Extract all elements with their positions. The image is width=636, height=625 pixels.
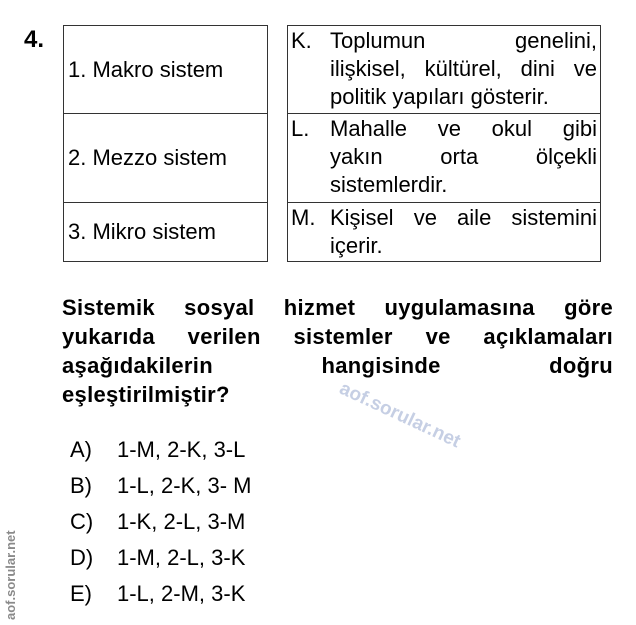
description-line: yakın orta ölçekli — [330, 144, 597, 169]
stem-line: yukarıda verilen sistemler ve açıklamaları — [62, 324, 613, 349]
stem-line: Sistemik sosyal hizmet uygulamasına göre — [62, 295, 613, 320]
stem-line: eşleştirilmiştir? — [62, 382, 230, 407]
watermark-diagonal: aof.sorular.net — [336, 378, 464, 453]
description-text — [330, 204, 597, 260]
system-item-1: 1. Makro sistem — [64, 26, 267, 114]
option-letter: B) — [70, 473, 92, 498]
description-key: M. — [291, 205, 316, 230]
description-l — [288, 114, 600, 203]
option-letter: D) — [70, 545, 94, 570]
option-letter: A) — [70, 437, 92, 462]
descriptions-table — [287, 25, 601, 262]
description-line: Mahalle ve okul gibi — [330, 116, 597, 141]
system-item-2: 2. Mezzo sistem — [64, 114, 267, 203]
systems-table — [63, 25, 268, 262]
question-number: 4. — [24, 26, 45, 53]
option-text: 1-M, 2-L, 3-K — [117, 545, 246, 570]
description-line: ilişkisel, kültürel, dini ve — [330, 56, 597, 81]
description-line: politik yapıları gösterir. — [330, 84, 549, 109]
option-text: 1-K, 2-L, 3-M — [117, 509, 246, 534]
option-text: 1-M, 2-K, 3-L — [117, 437, 246, 462]
description-key: K. — [291, 28, 312, 53]
description-m — [288, 203, 600, 261]
description-line: içerir. — [330, 233, 383, 258]
description-k — [288, 26, 600, 114]
description-text — [330, 27, 597, 111]
description-line: sistemlerdir. — [330, 172, 448, 197]
description-text — [330, 115, 597, 199]
option-letter: C) — [70, 509, 94, 534]
stem-line: aşağıdakilerin hangisinde doğru — [62, 353, 613, 378]
description-line: Toplumun genelini, — [330, 28, 597, 53]
system-item-3: 3. Mikro sistem — [68, 219, 216, 244]
description-line: Kişisel ve aile sistemini — [330, 205, 597, 230]
option-letter: E) — [70, 581, 92, 606]
option-text: 1-L, 2-K, 3- M — [117, 473, 252, 498]
option-text: 1-L, 2-M, 3-K — [117, 581, 246, 606]
watermark-vertical: aof.sorular.net — [3, 530, 18, 620]
description-key: L. — [291, 116, 310, 141]
